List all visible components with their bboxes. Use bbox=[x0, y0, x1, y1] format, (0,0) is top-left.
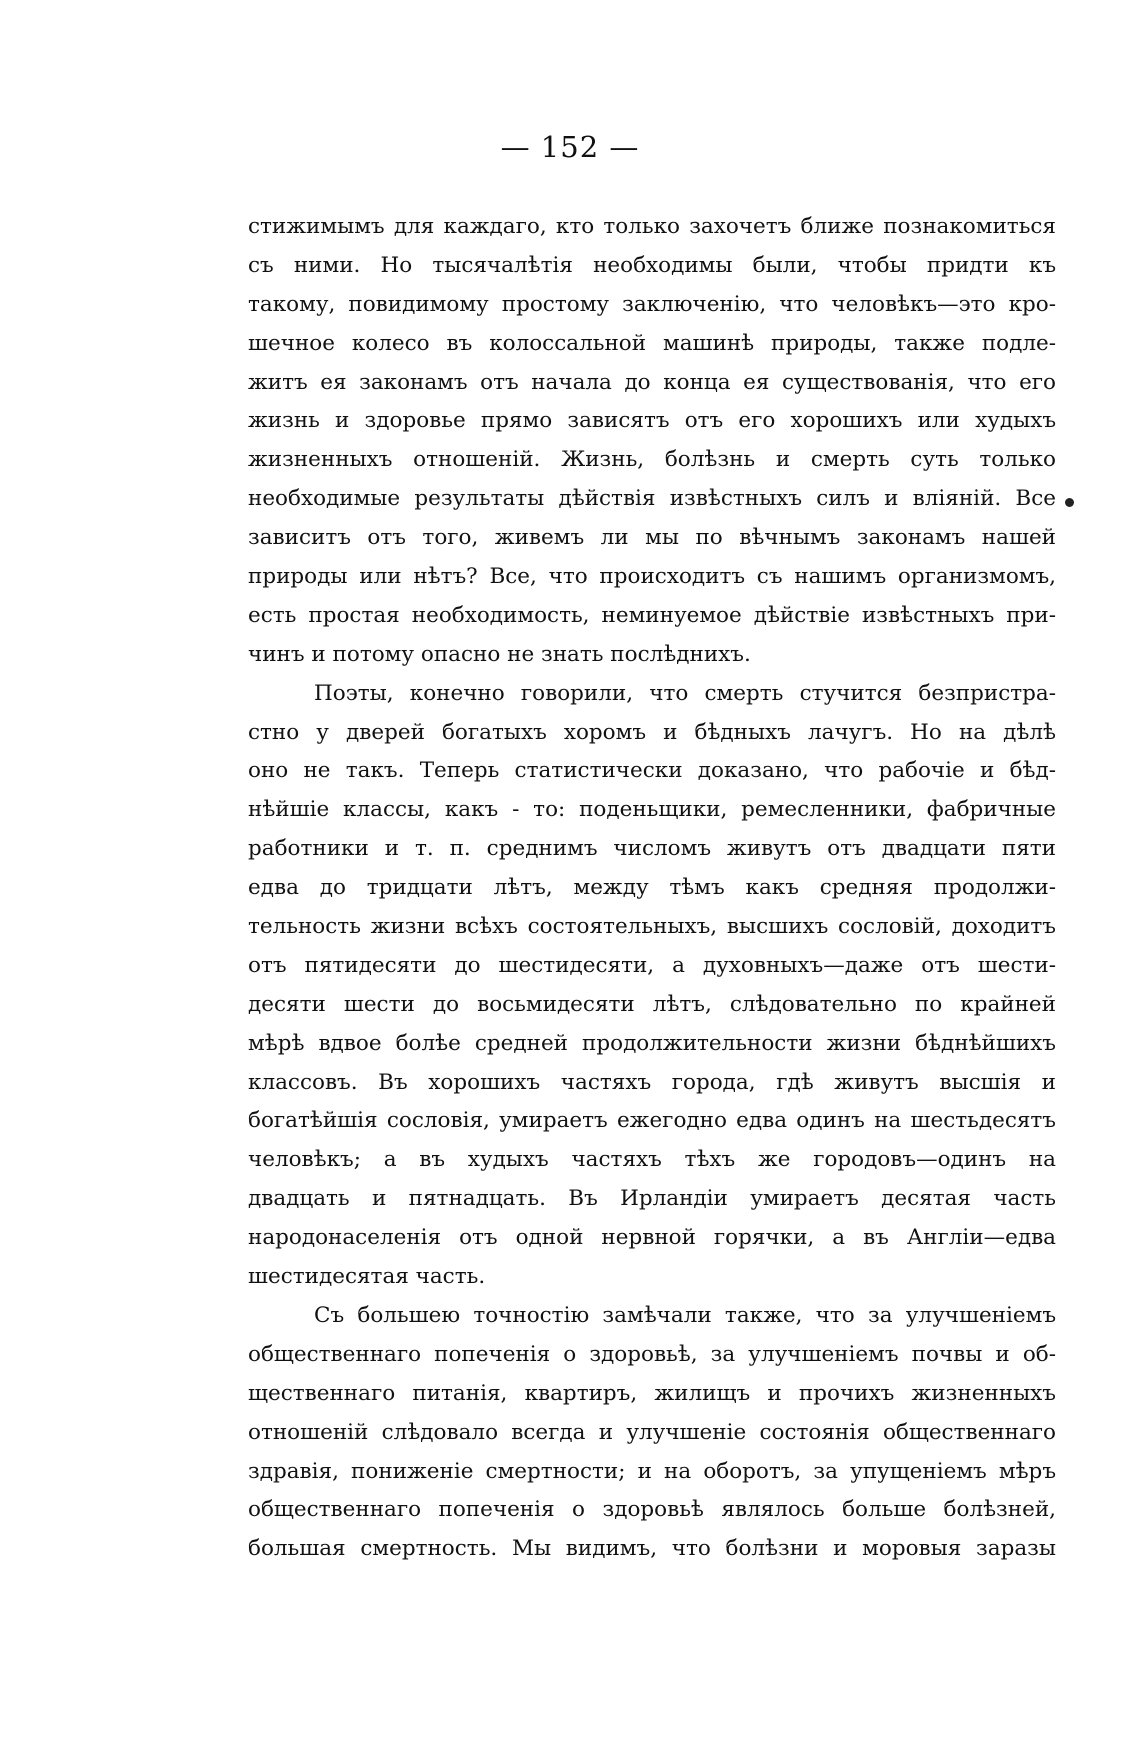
text-line: общественнаго попеченія о здоровьѣ, за улучшеніемъ почвы и об- bbox=[248, 1341, 1056, 1367]
text-line: работники и т. п. среднимъ числомъ живутъ отъ двадцати пяти bbox=[248, 836, 1056, 862]
text-line: стижимымъ для каждаго, кто только захочетъ ближе познакомиться bbox=[248, 214, 1056, 239]
page-number: — 152 — bbox=[500, 130, 640, 164]
text-line: такому, повидимому простому заключенію, что человѣкъ—это кро- bbox=[248, 291, 1056, 317]
text-line: десяти шести до восьмидесяти лѣтъ, слѣдовательно по крайней bbox=[248, 991, 1056, 1017]
text-line: двадцать и пятнадцать. Въ Ирландіи умираетъ десятая часть bbox=[248, 1186, 1056, 1212]
text-line: стно у дверей богатыхъ хоромъ и бѣдныхъ лачугъ. Но на дѣлѣ bbox=[248, 719, 1056, 745]
text-line: здравія, пониженіе смертности; и на оборотъ, за упущеніемъ мѣръ bbox=[248, 1458, 1056, 1484]
text-line: съ ними. Но тысячалѣтія необходимы были, чтобы придти къ bbox=[248, 252, 1056, 278]
text-line: мѣрѣ вдвое болѣе средней продолжительности жизни бѣднѣйшихъ bbox=[248, 1030, 1056, 1056]
text-line: есть простая необходимость, неминуемое дѣйствіе извѣстныхъ при- bbox=[248, 602, 1056, 628]
paragraph bbox=[248, 208, 1056, 675]
text-line: природы или нѣтъ? Все, что происходитъ съ нашимъ организмомъ, bbox=[248, 564, 1056, 590]
text-line: народонаселенія отъ одной нервной горячки, а въ Англіи—едва bbox=[248, 1225, 1056, 1251]
text-line: богатѣйшія сословія, умираетъ ежегодно едва одинъ на шестьдесятъ bbox=[248, 1108, 1056, 1134]
text-line: тельность жизни всѣхъ состоятельныхъ, высшихъ сословій, доходитъ bbox=[248, 914, 1056, 940]
text-line: жизнь и здоровье прямо зависятъ отъ его хорошихъ или худыхъ bbox=[248, 408, 1056, 434]
text-line: классовъ. Въ хорошихъ частяхъ города, гдѣ живутъ высшія и bbox=[248, 1069, 1056, 1095]
text-line: шечное колесо въ колоссальной машинѣ природы, также подле- bbox=[248, 330, 1056, 356]
body-text bbox=[248, 208, 1056, 1569]
text-line: шестидесятая часть. bbox=[248, 1264, 486, 1290]
text-line: оно не такъ. Теперь статистически доказано, что рабочіе и бѣд- bbox=[248, 758, 1056, 784]
text-line: чинъ и потому опасно не знать послѣднихъ. bbox=[248, 641, 751, 667]
text-line: Съ большею точностію замѣчали также, что за улучшеніемъ bbox=[314, 1302, 1056, 1328]
paragraph bbox=[248, 675, 1056, 1297]
text-line: необходимые результаты дѣйствія извѣстныхъ силъ и вліяній. Все bbox=[248, 486, 1056, 512]
text-line: большая смертность. Мы видимъ, что болѣзни и моровыя заразы bbox=[248, 1536, 1056, 1562]
speck-mark bbox=[1065, 498, 1074, 507]
text-line: общественнаго попеченія о здоровьѣ являлось больше болѣзней, bbox=[248, 1497, 1056, 1523]
text-line: Поэты, конечно говорили, что смерть стучится безпристра- bbox=[314, 680, 1056, 706]
text-line: нѣйшіе классы, какъ - то: поденьщики, ремесленники, фабричные bbox=[248, 797, 1056, 823]
text-line: щественнаго питанія, квартиръ, жилищъ и прочихъ жизненныхъ bbox=[248, 1380, 1056, 1406]
text-line: житъ ея законамъ отъ начала до конца ея существованія, что его bbox=[248, 369, 1056, 395]
text-line: едва до тридцати лѣтъ, между тѣмъ какъ средняя продолжи- bbox=[248, 875, 1056, 901]
text-line: отношеній слѣдовало всегда и улучшеніе состоянія общественнаго bbox=[248, 1419, 1056, 1445]
text-line: отъ пятидесяти до шестидесяти, а духовныхъ—даже отъ шести- bbox=[248, 952, 1056, 978]
paragraph bbox=[248, 1297, 1056, 1569]
text-line: зависитъ отъ того, живемъ ли мы по вѣчнымъ законамъ нашей bbox=[248, 525, 1056, 551]
text-line: человѣкъ; а въ худыхъ частяхъ тѣхъ же городовъ—одинъ на bbox=[248, 1147, 1056, 1173]
text-line: жизненныхъ отношеній. Жизнь, болѣзнь и смерть суть только bbox=[248, 447, 1056, 473]
